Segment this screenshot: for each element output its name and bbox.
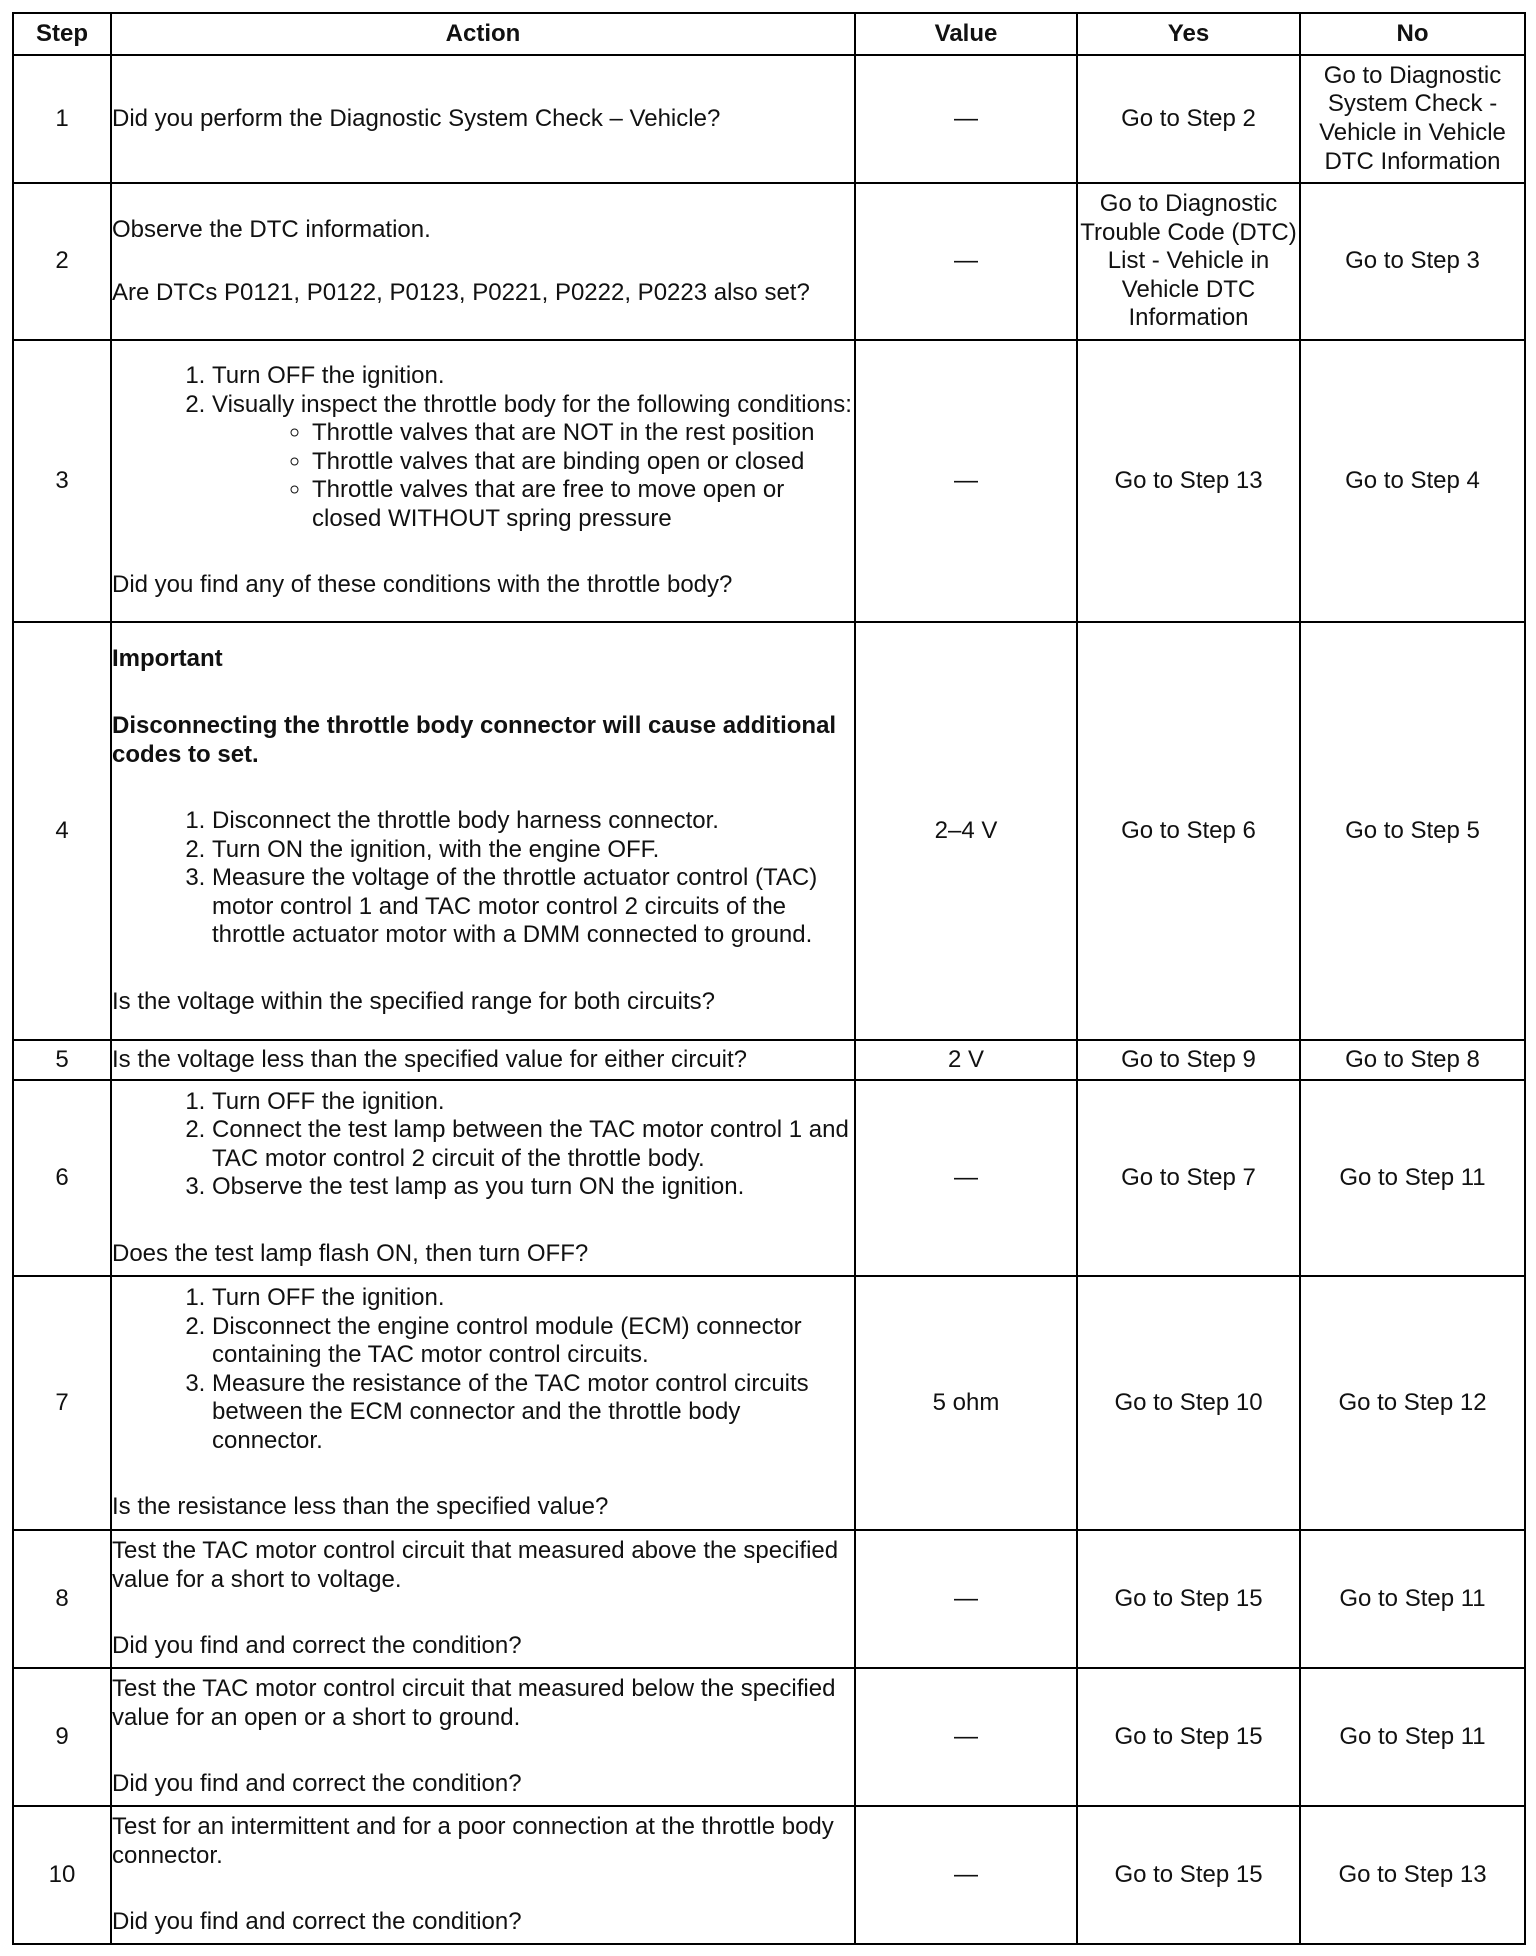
- yes-cell: Go to Step 6: [1077, 622, 1300, 1040]
- action-cell: [111, 622, 855, 1040]
- no-cell: Go to Diagnostic System Check - Vehicle in Vehicle DTC Information: [1300, 55, 1525, 183]
- step-number: 8: [13, 1530, 111, 1668]
- yes-cell: Go to Step 15: [1077, 1668, 1300, 1806]
- procedure-list: [112, 362, 854, 534]
- list-item: ◦ Throttle valves that are binding open or closed: [312, 448, 854, 477]
- action-question: Did you perform the Diagnostic System Check – Vehicle?: [112, 104, 721, 132]
- step-number: 7: [13, 1276, 111, 1530]
- table-row: [13, 1276, 1525, 1530]
- header-value: Value: [855, 13, 1077, 55]
- action-question: Is the resistance less than the specified value?: [112, 1493, 609, 1521]
- table-row: [13, 55, 1525, 183]
- action-question: Did you find and correct the condition?: [112, 1632, 522, 1660]
- yes-cell: Go to Step 10: [1077, 1276, 1300, 1530]
- list-item: 1. Turn OFF the ignition.: [212, 1088, 854, 1117]
- no-cell: Go to Step 13: [1300, 1806, 1525, 1944]
- value-cell: 2–4 V: [855, 622, 1077, 1040]
- action-cell: [111, 55, 855, 183]
- table-row: [13, 1806, 1525, 1944]
- table-row: [13, 183, 1525, 340]
- procedure-list: [112, 1088, 854, 1202]
- step-number: 4: [13, 622, 111, 1040]
- yes-cell: Go to Step 15: [1077, 1806, 1300, 1944]
- action-cell: [111, 183, 855, 340]
- yes-cell: Go to Step 7: [1077, 1080, 1300, 1276]
- list-item: 1. Disconnect the throttle body harness connector.: [212, 807, 854, 836]
- diagnostic-table-container: [12, 12, 1526, 1945]
- table-row: [13, 1668, 1525, 1806]
- no-cell: Go to Step 11: [1300, 1530, 1525, 1668]
- value-cell: —: [855, 183, 1077, 340]
- table-row: [13, 1530, 1525, 1668]
- table-row: [13, 1040, 1525, 1080]
- yes-cell: Go to Step 9: [1077, 1040, 1300, 1080]
- no-cell: Go to Step 11: [1300, 1668, 1525, 1806]
- header-yes: Yes: [1077, 13, 1300, 55]
- step-number: 6: [13, 1080, 111, 1276]
- table-row: [13, 340, 1525, 622]
- header-action: Action: [111, 13, 855, 55]
- action-cell: [111, 1668, 855, 1806]
- list-item: 1. Turn OFF the ignition.: [212, 362, 854, 391]
- action-cell: [111, 1276, 855, 1530]
- no-cell: Go to Step 3: [1300, 183, 1525, 340]
- no-cell: Go to Step 8: [1300, 1040, 1525, 1080]
- no-cell: Go to Step 4: [1300, 340, 1525, 622]
- action-question: Did you find and correct the condition?: [112, 1908, 522, 1936]
- header-row: [13, 13, 1525, 55]
- header-no: No: [1300, 13, 1525, 55]
- list-item: ◦ Throttle valves that are NOT in the rest position: [312, 419, 854, 448]
- action-cell: [111, 1040, 855, 1080]
- value-cell: —: [855, 1080, 1077, 1276]
- yes-cell: Go to Step 13: [1077, 340, 1300, 622]
- no-cell: Go to Step 5: [1300, 622, 1525, 1040]
- action-intro: Test for an intermittent and for a poor connection at the throttle body connector.: [112, 1813, 841, 1869]
- action-cell: [111, 1806, 855, 1944]
- action-cell: [111, 1080, 855, 1276]
- step-number: 9: [13, 1668, 111, 1806]
- condition-list: [212, 419, 854, 533]
- no-cell: Go to Step 12: [1300, 1276, 1525, 1530]
- action-question: Did you find any of these conditions with the throttle body?: [112, 571, 733, 599]
- action-question: Did you find and correct the condition?: [112, 1770, 522, 1798]
- table-row: [13, 1080, 1525, 1276]
- action-intro: Test the TAC motor control circuit that measured above the specified value for a short to voltage.: [112, 1537, 845, 1593]
- list-item: 3. Measure the voltage of the throttle actuator control (TAC) motor control 1 and TAC motor control 2 circuits of the throttle actuator motor with a DMM connected to ground.: [212, 864, 854, 950]
- list-item: 2. Connect the test lamp between the TAC motor control 1 and TAC motor control 2 circuit of the throttle body.: [212, 1116, 854, 1173]
- value-cell: 5 ohm: [855, 1276, 1077, 1530]
- step-number: 2: [13, 183, 111, 340]
- value-cell: —: [855, 340, 1077, 622]
- table-row: [13, 622, 1525, 1040]
- important-note: Disconnecting the throttle body connector will cause additional codes to set.: [112, 711, 843, 768]
- list-item: 3. Observe the test lamp as you turn ON the ignition.: [212, 1173, 854, 1202]
- list-item: 3. Measure the resistance of the TAC motor control circuits between the ECM connector and the throttle body connector.: [212, 1370, 854, 1456]
- important-heading: Important: [112, 645, 223, 673]
- step-number: 3: [13, 340, 111, 622]
- no-cell: Go to Step 11: [1300, 1080, 1525, 1276]
- action-question: Is the voltage less than the specified value for either circuit?: [112, 1045, 748, 1073]
- action-cell: [111, 1530, 855, 1668]
- list-item: 2. Disconnect the engine control module (ECM) connector containing the TAC motor control circuits.: [212, 1313, 854, 1370]
- step-number: 10: [13, 1806, 111, 1944]
- list-item-text: Visually inspect the throttle body for the following conditions:: [212, 390, 852, 418]
- value-cell: —: [855, 1530, 1077, 1668]
- value-cell: —: [855, 55, 1077, 183]
- list-item: 1. Turn OFF the ignition.: [212, 1284, 854, 1313]
- action-question: Are DTCs P0121, P0122, P0123, P0221, P0222, P0223 also set?: [112, 278, 810, 306]
- list-item: 2. Turn ON the ignition, with the engine OFF.: [212, 836, 854, 865]
- procedure-list: [112, 807, 854, 950]
- step-number: 5: [13, 1040, 111, 1080]
- procedure-list: [112, 1284, 854, 1456]
- value-cell: —: [855, 1806, 1077, 1944]
- header-step: Step: [13, 13, 111, 55]
- yes-cell: Go to Diagnostic Trouble Code (DTC) List - Vehicle in Vehicle DTC Information: [1077, 183, 1300, 340]
- yes-cell: Go to Step 2: [1077, 55, 1300, 183]
- list-item: [212, 391, 854, 534]
- list-item: ◦ Throttle valves that are free to move open or closed WITHOUT spring pressure: [312, 476, 854, 533]
- yes-cell: Go to Step 15: [1077, 1530, 1300, 1668]
- action-question: Does the test lamp flash ON, then turn OFF?: [112, 1239, 589, 1267]
- value-cell: —: [855, 1668, 1077, 1806]
- value-cell: 2 V: [855, 1040, 1077, 1080]
- step-number: 1: [13, 55, 111, 183]
- action-intro: Observe the DTC information.: [112, 215, 431, 243]
- action-cell: [111, 340, 855, 622]
- action-question: Is the voltage within the specified range for both circuits?: [112, 988, 715, 1016]
- action-intro: Test the TAC motor control circuit that measured below the specified value for an open or a short to ground.: [112, 1675, 843, 1731]
- diagnostic-table: [12, 12, 1526, 1945]
